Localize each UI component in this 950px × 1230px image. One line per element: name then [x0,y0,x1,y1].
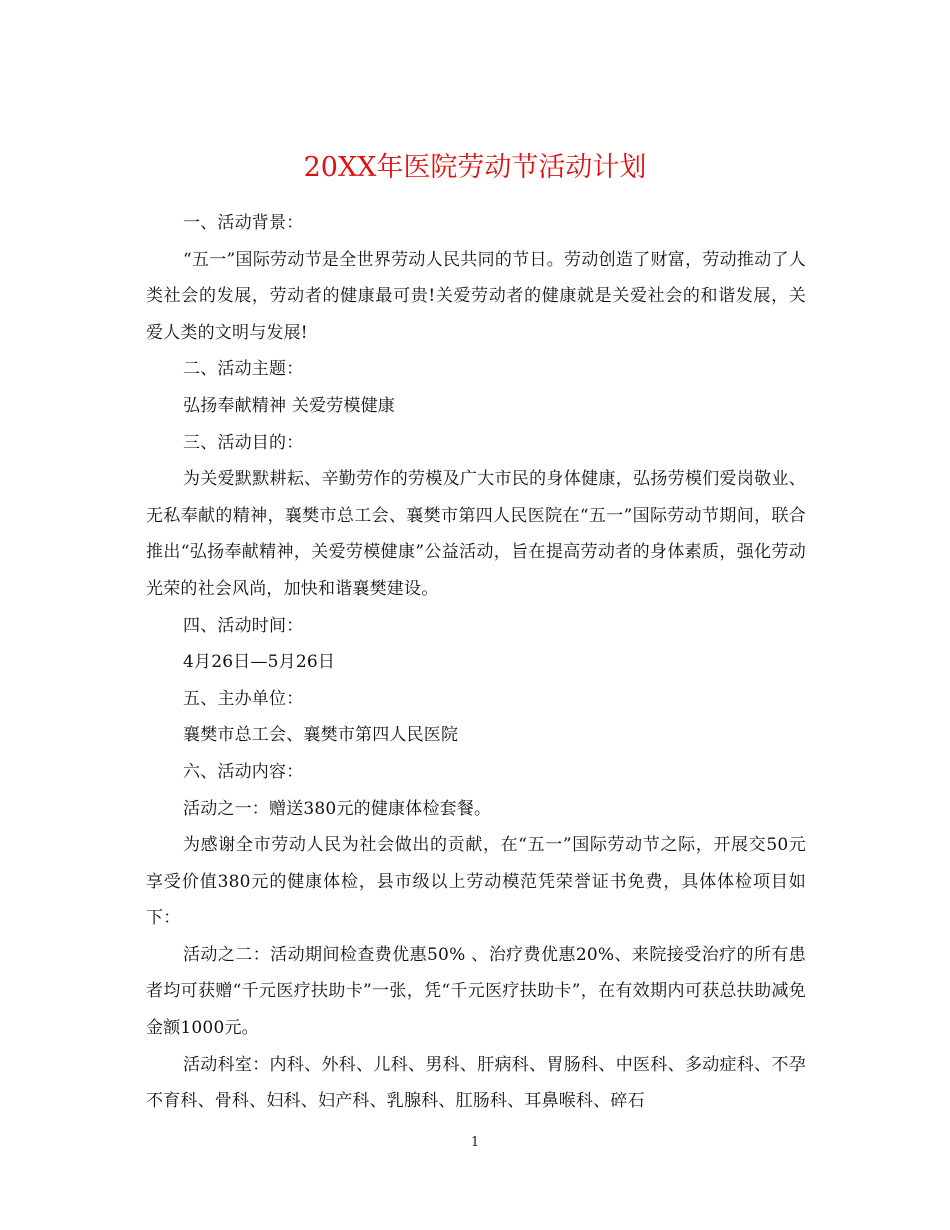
page-number: 1 [470,1135,480,1150]
paragraph-activity-one: 活动之一：赠送380元的健康体检套餐。 [183,798,492,819]
paragraph-organizer: 襄樊市总工会、襄樊市第四人民医院 [183,725,459,746]
section-heading-content: 六、活动内容： [183,761,304,782]
paragraph-purpose: 为关爱默默耕耘、辛勤劳作的劳模及广大市民的身体健康，弘扬劳模们爱岗敬业、无私奉献的精神，襄樊市总工会、襄樊市第四人民医院在“五一”国际劳动节期间，联合推出“弘扬奉献精神，关爱劳模健康”公益活动，旨在提高劳动者的身体素质，强化劳动光荣的社会风尚，加快和谐襄樊建设。 [146,469,806,599]
section-heading-theme: 二、活动主题： [183,359,304,380]
paragraph-time: 4月26日—5月26日 [183,652,336,673]
section-heading-background: 一、活动背景： [183,213,304,233]
document-title: 20XX年医院劳动节活动计划 [303,152,647,184]
section-heading-purpose: 三、活动目的： [183,432,304,453]
paragraph-theme: 弘扬奉献精神 关爱劳模健康 [183,395,396,416]
paragraph-departments: 活动科室：内科、外科、儿科、男科、肝病科、胃肠科、中医科、多动症科、不孕不育科、骨科、妇科、妇产科、乳腺科、肛肠科、耳鼻喉科、碎石 [146,1054,806,1112]
section-heading-organizer: 五、主办单位： [183,688,304,709]
paragraph-activity-two: 活动之二：活动期间检查费优惠50% 、治疗费优惠20%、来院接受治疗的所有患者均可获赠“千元医疗扶助卡”一张，凭“千元医疗扶助卡”，在有效期内可获总扶助减免金额1000元。 [146,944,806,1039]
document-body [146,205,806,1120]
paragraph-activity-one-detail: 为感谢全市劳动人民为社会做出的贡献，在“五一”国际劳动节之际，开展交50元享受价值380元的健康体检，县市级以上劳动模范凭荣誉证书免费，具体体检项目如下： [146,835,806,929]
paragraph-background: “五一”国际劳动节是全世界劳动人民共同的节日。劳动创造了财富，劳动推动了人类社会的发展，劳动者的健康最可贵!关爱劳动者的健康就是关爱社会的和谐发展，关爱人类的文明与发展! [146,249,806,343]
section-heading-time: 四、活动时间： [183,615,304,636]
